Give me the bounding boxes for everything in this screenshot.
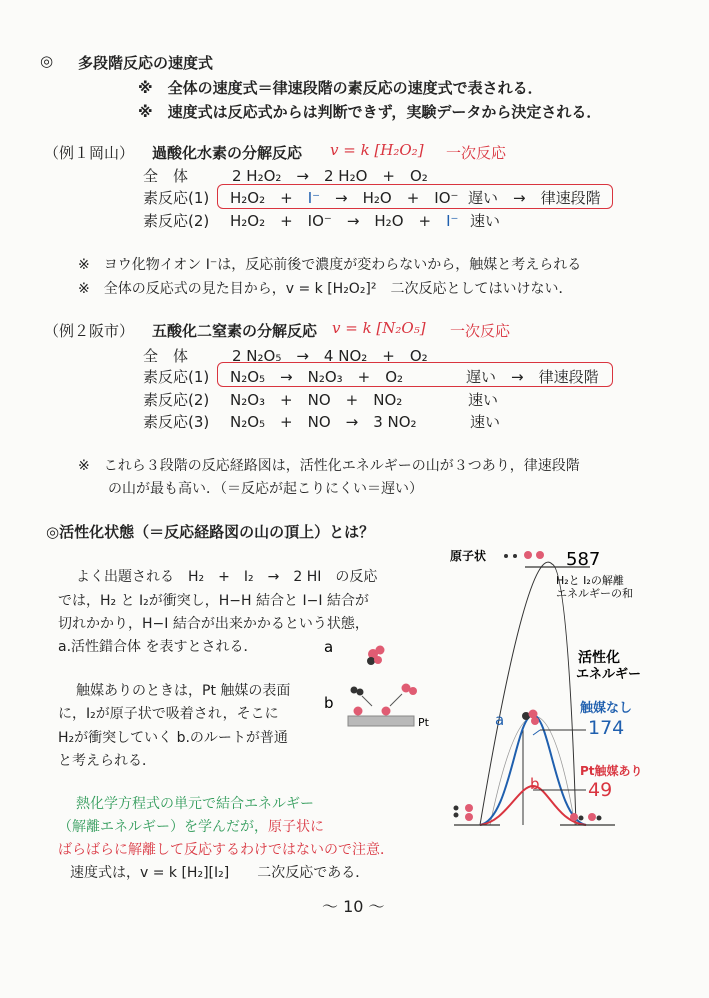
arrow-icon: [390, 694, 402, 706]
atom-icon: [465, 813, 473, 821]
equation-label: 素反応(1): [143, 368, 210, 386]
paragraph-line: よく出題される H₂ + I₂ → 2 HI の反応: [76, 569, 378, 585]
page-number: ～ 10 ～: [322, 897, 385, 916]
pt-catalyst-label: Pt触媒あり: [580, 764, 643, 778]
section-title: ◎活性化状態（＝反応経路図の山の頂上）とは？: [46, 523, 375, 541]
paragraph-line: では，H₂ と I₂が衝突し，H−H 結合と I−I 結合が: [58, 593, 369, 609]
paragraph-line: に，I₂が原子状で吸着され，そこに: [58, 706, 279, 722]
rate-law: v = k [H₂O₂]: [330, 141, 424, 159]
atom-icon: [454, 806, 459, 811]
equation-label: 素反応(3): [143, 413, 210, 431]
step-speed: 遅い → 律速段階: [468, 189, 601, 207]
label-a: a: [495, 711, 505, 729]
atom-icon: [504, 554, 508, 558]
equation-label: 素反応(2): [143, 391, 210, 409]
atom-icon: [597, 816, 602, 821]
dissociation-label: エネルギーの和: [556, 587, 633, 600]
example-tag: （例１岡山）: [44, 144, 135, 162]
example-title: 五酸化二窒素の分解反応: [152, 322, 318, 340]
elementary-equation: N₂O₃ + NO + NO₂: [230, 391, 403, 409]
caution-line: [58, 816, 324, 836]
value-174: 174: [588, 717, 625, 739]
step-speed: 遅い → 律速段階: [466, 368, 599, 386]
paragraph-line: と考えられる．: [58, 753, 156, 769]
atom-icon: [524, 551, 532, 559]
overall-equation: 2 N₂O₅ → 4 NO₂ + O₂: [232, 347, 428, 365]
atom-icon: [351, 687, 358, 694]
label-a: a: [324, 638, 334, 656]
activation-label: エネルギー: [576, 667, 642, 682]
caution-line: 熱化学方程式の単元で結合エネルギー: [76, 796, 314, 812]
label-b: b: [324, 694, 334, 712]
equation-label: 全 体: [143, 167, 189, 185]
reaction-order: 一次反応: [446, 144, 507, 162]
overall-equation: 2 H₂O₂ → 2 H₂O + O₂: [232, 167, 428, 185]
atom-icon: [409, 687, 417, 695]
equation-part: → H₂O + IO⁻: [320, 189, 459, 207]
arrow-icon: [362, 696, 372, 706]
step-speed: 速い: [468, 391, 499, 409]
atom-icon: [357, 689, 364, 696]
elementary-equation: [230, 187, 458, 208]
dissociation-curve: [480, 562, 576, 825]
label-b: b: [530, 775, 540, 793]
atom-icon: [367, 657, 375, 665]
equation-label: 素反応(2): [143, 212, 210, 230]
section-title: 多段階反応の速度式: [78, 54, 214, 72]
note: ※ これら３段階の反応経路図は，活性化エネルギーの山が３つあり，律速段階: [78, 458, 580, 474]
caution-line: ばらばらに解離して反応するわけではないので注意．: [58, 842, 394, 858]
energy-level-line: [533, 730, 540, 735]
elementary-equation: [230, 210, 458, 231]
atom-icon: [513, 554, 517, 558]
equation-label: 素反応(1): [143, 189, 210, 207]
atom-icon: [588, 813, 596, 821]
paragraph-line: a.活性錯合体 を表すとされる．: [58, 639, 258, 655]
note: ※ 速度式は反応式からは判断できず，実験データから決定される．: [138, 103, 602, 121]
equation-part: H₂O₂ + IO⁻ → H₂O +: [230, 212, 447, 230]
paragraph-line: 触媒ありのときは，Pt 触媒の表面: [76, 683, 291, 699]
caution-part: 原子状に: [268, 819, 324, 835]
note: の山が最も高い．（＝反応が起こりにくい＝遅い）: [108, 481, 423, 497]
rate-law-line: 速度式は，v = k [H₂][I₂] 二次反応である．: [70, 865, 370, 881]
value-587: 587: [566, 549, 601, 570]
activation-label: 活性化: [578, 650, 620, 666]
step-speed: 速い: [470, 413, 501, 431]
no-catalyst-label: 触媒なし: [580, 701, 633, 716]
caution-part: （解離エネルギー）を学んだが，: [58, 819, 268, 835]
rate-law: v = k [N₂O₅]: [332, 319, 426, 337]
note: ※ ヨウ化物イオン I⁻は，反応前後で濃度が変わらないから，触媒と考えられる: [78, 257, 582, 273]
elementary-equation: N₂O₅ + NO → 3 NO₂: [230, 413, 417, 431]
atom-icon: [354, 707, 363, 716]
example-tag: （例２阪市）: [44, 322, 135, 340]
atom-icon: [579, 816, 584, 821]
elementary-equation: N₂O₅ → N₂O₃ + O₂: [230, 368, 404, 386]
reaction-energy-diagram: [440, 540, 690, 850]
paragraph-line: 切れかかり，H−I 結合が出来かかるという状態，: [58, 616, 369, 632]
atom-icon: [382, 707, 391, 716]
atom-icon: [536, 551, 544, 559]
section-mark: ◎: [40, 52, 54, 70]
atomic-state-label: 原子状: [450, 549, 487, 563]
iodide-ion: I⁻: [307, 189, 321, 207]
dissociation-curve: [490, 716, 575, 825]
pt-surface: [348, 716, 414, 726]
atom-icon: [376, 646, 385, 655]
atom-icon: [570, 813, 578, 821]
no-catalyst-curve: [480, 715, 586, 825]
iodide-ion: I⁻: [446, 212, 459, 230]
dissociation-label: H₂と I₂の解離: [556, 574, 624, 587]
note: ※ 全体の速度式＝律速段階の素反応の速度式で表される．: [138, 79, 543, 97]
atom-icon: [465, 804, 473, 812]
atom-icon: [529, 710, 538, 719]
paragraph-line: H₂が衝突していく b.のルートが普通: [58, 730, 288, 746]
atom-icon: [374, 656, 382, 664]
activated-complex-illustration: [318, 636, 438, 746]
value-49: 49: [588, 779, 613, 801]
note: ※ 全体の反応式の見た目から，v = k [H₂O₂]² 二次反応としてはいけない．: [78, 281, 573, 297]
atom-icon: [454, 813, 459, 818]
pt-label: Pt: [418, 716, 429, 729]
equation-part: H₂O₂ +: [230, 189, 308, 207]
step-speed: 速い: [470, 212, 501, 230]
atom-icon: [531, 717, 539, 725]
reaction-order: 一次反応: [450, 322, 511, 340]
example-title: 過酸化水素の分解反応: [152, 144, 303, 162]
equation-label: 全 体: [143, 347, 189, 365]
